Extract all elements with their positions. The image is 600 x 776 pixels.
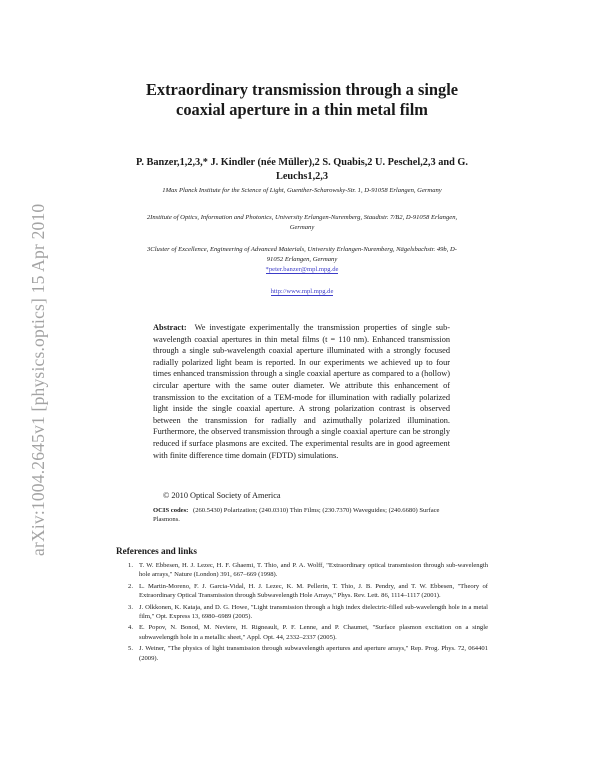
reference-item: [116, 623, 488, 642]
affiliation-2: 2Institute of Optics, Information and Photonics, University Erlangen-Nuremberg, Staudtstr. 7/B2, D-91058 Erlangen, Germany: [146, 214, 458, 231]
reference-number: 5.: [128, 645, 133, 653]
paper-title: Extraordinary transmission through a single coaxial aperture in a thin metal film: [145, 80, 459, 119]
abstract-label: Abstract:: [153, 323, 187, 332]
affiliation-3: 3Cluster of Excellence, Engineering of Advanced Materials, University Erlangen-Nuremberg, Nägelsbachstr. 49b, D-91052 Erlangen, Germany: [147, 246, 457, 263]
abstract-text: We investigate experimentally the transmission properties of single sub-wavelength coaxial apertures in thin metal films (t = 110 nm). Enhanced transmission through a single sub-wavelength coaxial aperture illuminated with a strongly focused radially polarized light beam is reported. In our experiments we achieved up to four times enhanced transmission through a single coaxial aperture as compared to a (hollow) circular aperture with the same outer diameter. We attribute this enhancement of transmission to the excitation of a TEM-mode for illumination with radially polarized light inside the single coaxial aperture. A strong polarization contrast is observed between the transmission for radially and azimuthally polarized illumination. Furthermore, the observed transmission through a single coaxial aperture can be strongly reduced if surface plasmons are excited. The experimental results are in good agreement with finite difference time domain (FDTD) simulations.: [153, 323, 450, 460]
ocis-codes: [153, 506, 450, 524]
reference-number: 1.: [128, 562, 133, 569]
reference-number: 4.: [128, 624, 133, 632]
arxiv-stamp: arXiv:1004.2645v1 [physics.optics] 15 Apr 2010: [28, 203, 48, 557]
reference-text: J. Olkkonen, K. Kataja, and D. G. Howe, "Light transmission through a high index dielectric-filled sub-wavelength hole in a metal film," Opt. Express 13, 6980–6989 (2005).: [139, 603, 488, 621]
reference-item: [116, 603, 488, 622]
website-link-wrapper: [140, 288, 464, 295]
website-link[interactable]: http://www.mpl.mpg.de: [270, 288, 334, 295]
email-link[interactable]: *peter.banzer@mpl.mpg.de: [265, 266, 339, 273]
reference-text: E. Popov, N. Bonod, M. Neviere, H. Rigneault, P. F. Lenne, and P. Chaumet, "Surface plasmon excitation on a single subwavelength hole in a metallic sheet," Appl. Opt. 44, 2332–2337 (2005).: [139, 624, 488, 641]
reference-text: J. Weiner, "The physics of light transmission through subwavelength apertures and aperture arrays," Rep. Prog. Phys. 72, 064401 (2009).: [139, 645, 488, 662]
abstract: [153, 322, 450, 461]
reference-number: 2.: [128, 582, 133, 590]
ocis-label: OCIS codes:: [153, 507, 189, 514]
email-link-wrapper: [140, 266, 464, 273]
reference-text: L. Martin-Moreno, F. J. Garcia-Vidal, H. J. Lezec, K. M. Pellerin, T. Thio, J. B. Pendry, and T. W. Ebbesen, "Theory of Extraordinary Optical Transmission through Subwavelength Hole Arrays," Phys. Rev. Lett. 86, 1114–1117 (2001).: [139, 582, 488, 600]
reference-item: [116, 644, 488, 663]
copyright-notice: © 2010 Optical Society of America: [163, 491, 281, 500]
reference-item: [116, 561, 488, 580]
reference-list: [116, 561, 488, 665]
reference-item: [116, 582, 488, 601]
ocis-text: (260.5430) Polarization; (240.0310) Thin Films; (230.7370) Waveguides; (240.6680) Surface Plasmons.: [153, 507, 440, 523]
reference-number: 3.: [128, 603, 133, 611]
author-list: P. Banzer,1,2,3,* J. Kindler (née Müller),2 S. Quabis,2 U. Peschel,2,3 and G. Leuchs1,2,3: [136, 157, 468, 182]
affiliation-1: 1Max Planck Institute for the Science of Light, Guenther-Scharowsky-Str. 1, D-91058 Erlangen, Germany: [162, 187, 442, 194]
references-heading: References and links: [116, 546, 197, 556]
reference-text: T. W. Ebbesen, H. J. Lezec, H. F. Ghaemi, T. Thio, and P. A. Wolff, "Extraordinary optical transmission through sub-wavelength hole arrays," Nature (London) 391, 667–669 (1998).: [139, 562, 488, 579]
